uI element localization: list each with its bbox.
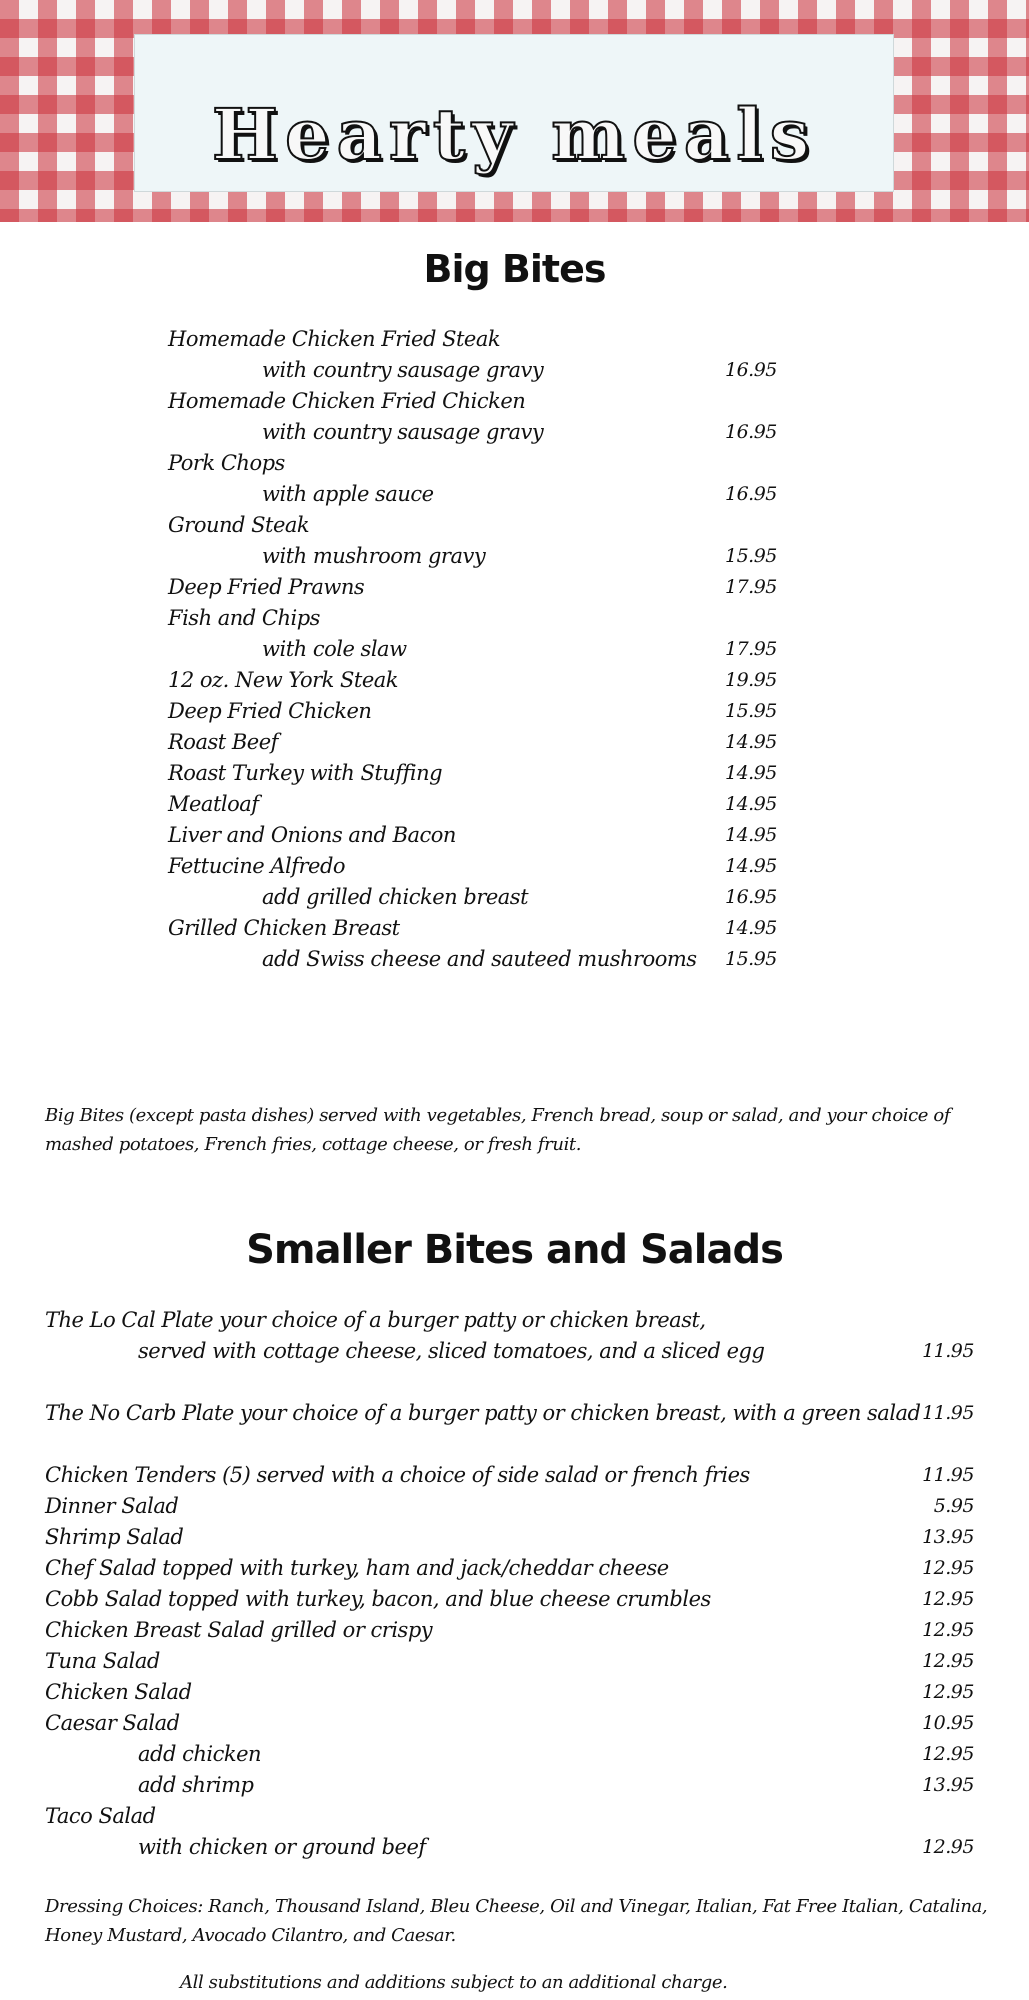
big-bites-item-price: 14.95	[725, 731, 777, 753]
smaller-bites-item-price: 12.95	[922, 1588, 974, 1610]
smaller-bites-item-name: Dinner Salad	[45, 1494, 179, 1518]
smaller-bites-item-name: add chicken	[138, 1742, 262, 1766]
page-title: Hearty meals	[211, 93, 817, 176]
big-bites-item-name: with country sausage gravy	[262, 358, 544, 382]
big-bites-item-name: Fettucine Alfredo	[168, 854, 346, 878]
big-bites-item-price: 17.95	[725, 576, 777, 598]
smaller-bites-item-name: Chicken Tenders (5) served with a choice of side salad or french fries	[45, 1463, 750, 1487]
smaller-bites-heading: Smaller Bites and Salads	[246, 1227, 783, 1273]
smaller-bites-item-name: Tuna Salad	[45, 1649, 160, 1673]
big-bites-item-price: 15.95	[725, 948, 777, 970]
big-bites-item-name: Deep Fried Prawns	[168, 575, 365, 599]
big-bites-item-name: add Swiss cheese and sauteed mushrooms	[262, 947, 697, 971]
big-bites-item-name: Ground Steak	[168, 513, 310, 537]
smaller-bites-item-name: Chicken Salad	[45, 1680, 192, 1704]
big-bites-item-name: add grilled chicken breast	[262, 885, 529, 909]
substitution-footer: All substitutions and additions subject to an additional charge.	[180, 1972, 728, 1993]
big-bites-item-name: Homemade Chicken Fried Chicken	[168, 389, 526, 413]
smaller-bites-item-price: 12.95	[922, 1650, 974, 1672]
smaller-bites-item-price: 12.95	[922, 1619, 974, 1641]
title-box	[134, 34, 894, 192]
smaller-bites-item-price: 11.95	[922, 1340, 974, 1362]
smaller-bites-item-price: 11.95	[922, 1464, 974, 1486]
big-bites-item-name: with mushroom gravy	[262, 544, 486, 568]
smaller-bites-item-name: Chicken Breast Salad grilled or crispy	[45, 1618, 433, 1642]
big-bites-item-name: 12 oz. New York Steak	[168, 668, 399, 692]
big-bites-item-price: 16.95	[725, 886, 777, 908]
big-bites-item-price: 16.95	[725, 483, 777, 505]
big-bites-item-name: with cole slaw	[262, 637, 407, 661]
smaller-bites-item-price: 13.95	[922, 1526, 974, 1548]
big-bites-item-price: 15.95	[725, 700, 777, 722]
big-bites-heading: Big Bites	[423, 247, 606, 291]
big-bites-item-price: 15.95	[725, 545, 777, 567]
smaller-bites-item-name: add shrimp	[138, 1773, 254, 1797]
big-bites-item-name: Homemade Chicken Fried Steak	[168, 327, 501, 351]
smaller-bites-item-name: Caesar Salad	[45, 1711, 180, 1735]
big-bites-item-price: 16.95	[725, 359, 777, 381]
smaller-bites-item-name: The No Carb Plate your choice of a burger patty or chicken breast, with a green salad	[45, 1401, 921, 1425]
big-bites-item-name: Roast Turkey with Stuffing	[168, 761, 443, 785]
big-bites-note: Big Bites (except pasta dishes) served with vegetables, French bread, soup or salad, and your choice of mashed potatoes, French fries, cottage cheese, or fresh fruit.	[45, 1105, 951, 1155]
smaller-bites-item-name: Cobb Salad topped with turkey, bacon, and blue cheese crumbles	[45, 1587, 711, 1611]
smaller-bites-item-name: Shrimp Salad	[45, 1525, 184, 1549]
smaller-bites-item-name: The Lo Cal Plate your choice of a burger patty or chicken breast,	[45, 1308, 706, 1332]
smaller-bites-item-name: served with cottage cheese, sliced tomatoes, and a sliced egg	[138, 1339, 765, 1363]
dressing-note: Dressing Choices: Ranch, Thousand Island, Bleu Cheese, Oil and Vinegar, Italian, Fat Free Italian, Catalina, Honey Mustard, Avocado Cilantro, and Caesar.	[45, 1896, 988, 1946]
smaller-bites-item-price: 12.95	[922, 1681, 974, 1703]
smaller-bites-item-price: 13.95	[922, 1774, 974, 1796]
big-bites-item-price: 14.95	[725, 917, 777, 939]
smaller-bites-item-price: 12.95	[922, 1557, 974, 1579]
smaller-bites-item-price: 12.95	[922, 1743, 974, 1765]
smaller-bites-item-price: 12.95	[922, 1836, 974, 1858]
big-bites-item-price: 14.95	[725, 824, 777, 846]
big-bites-item-name: Meatloaf	[168, 792, 259, 816]
big-bites-item-price: 19.95	[725, 669, 777, 691]
big-bites-item-price: 14.95	[725, 855, 777, 877]
big-bites-item-name: with country sausage gravy	[262, 420, 544, 444]
big-bites-item-name: Deep Fried Chicken	[168, 699, 372, 723]
big-bites-item-name: with apple sauce	[262, 482, 434, 506]
big-bites-item-name: Liver and Onions and Bacon	[168, 823, 456, 847]
big-bites-item-name: Fish and Chips	[168, 606, 320, 630]
smaller-bites-item-price: 5.95	[933, 1495, 974, 1517]
big-bites-item-price: 14.95	[725, 793, 777, 815]
smaller-bites-item-name: Taco Salad	[45, 1804, 156, 1828]
big-bites-item-name: Pork Chops	[168, 451, 285, 475]
big-bites-item-name: Roast Beef	[168, 730, 278, 754]
big-bites-item-price: 17.95	[725, 638, 777, 660]
smaller-bites-item-price: 10.95	[922, 1712, 974, 1734]
smaller-bites-item-name: Chef Salad topped with turkey, ham and jack/cheddar cheese	[45, 1556, 669, 1580]
big-bites-item-name: Grilled Chicken Breast	[168, 916, 400, 940]
big-bites-item-price: 14.95	[725, 762, 777, 784]
smaller-bites-item-name: with chicken or ground beef	[138, 1835, 426, 1859]
smaller-bites-item-price: 11.95	[922, 1402, 974, 1424]
big-bites-item-price: 16.95	[725, 421, 777, 443]
